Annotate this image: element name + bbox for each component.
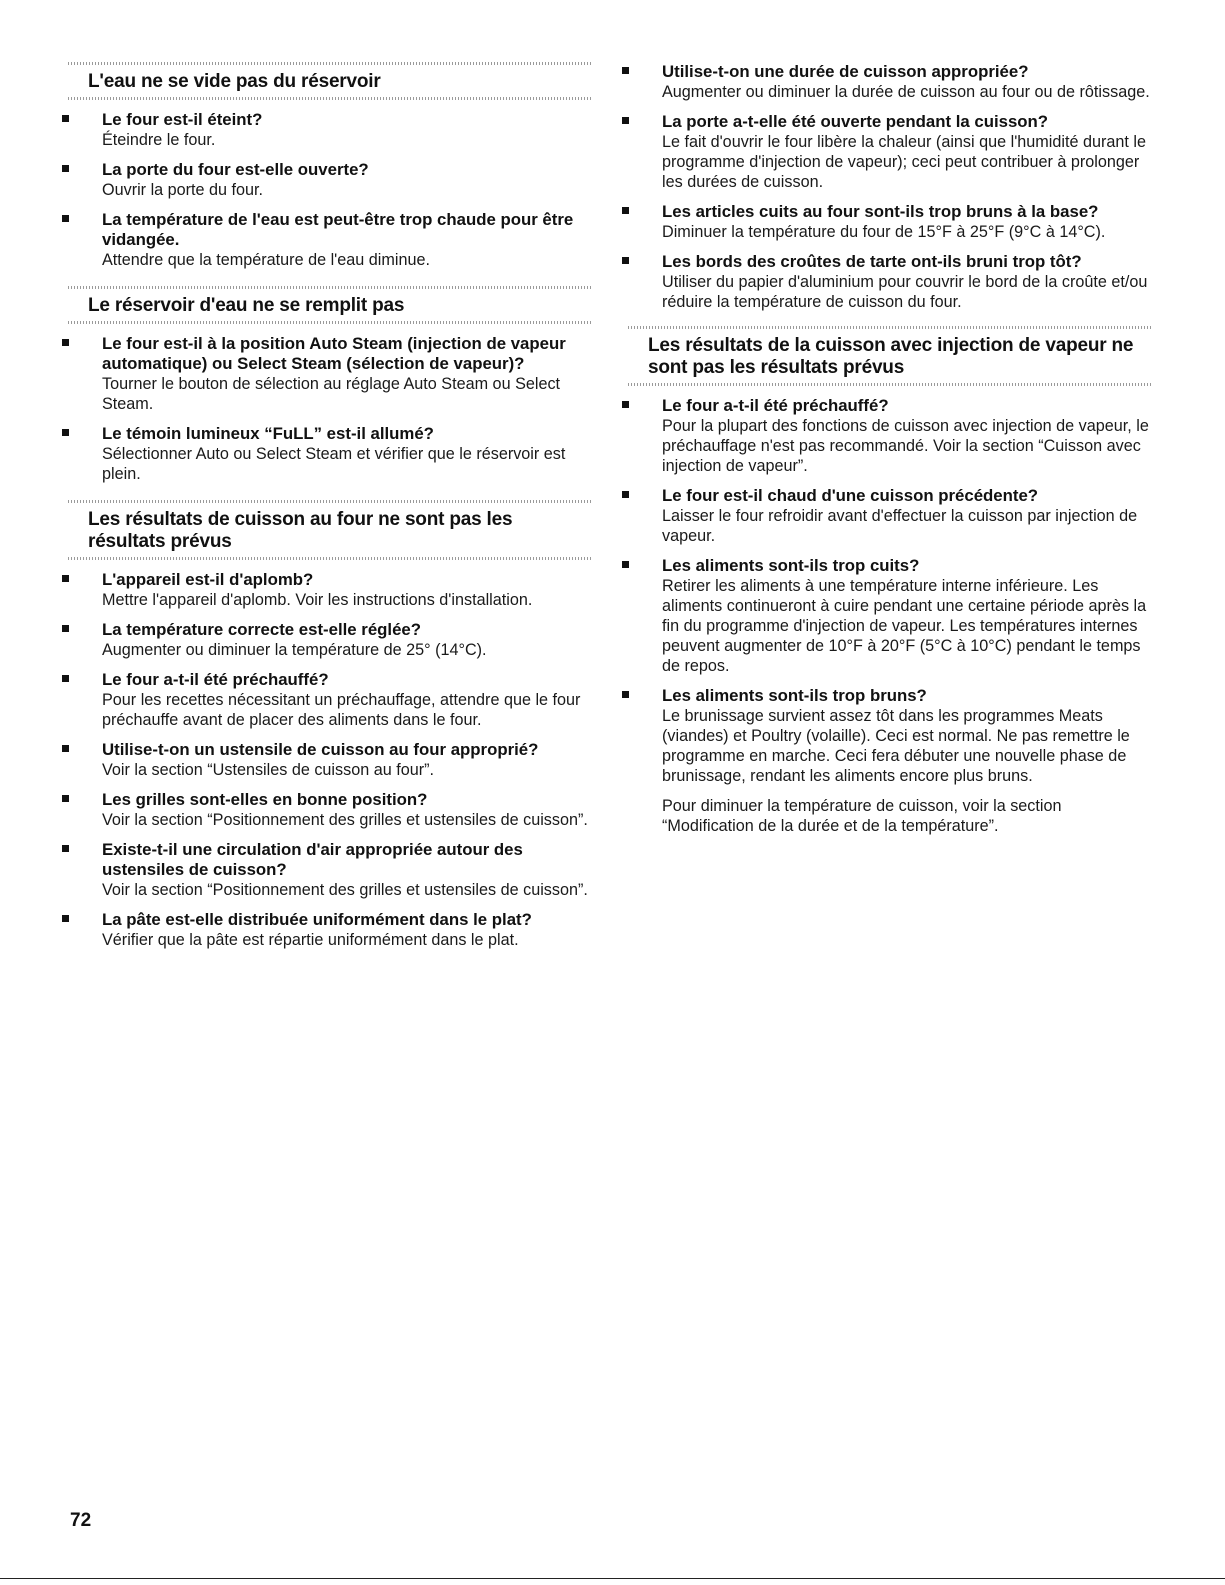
answer: Voir la section “Ustensiles de cuisson au four”. xyxy=(102,761,435,779)
square-bullet-icon xyxy=(622,401,629,408)
square-bullet-icon xyxy=(62,845,69,852)
dotted-rule xyxy=(628,383,1152,386)
answer: Attendre que la température de l'eau diminue. xyxy=(102,251,430,269)
question: Le témoin lumineux “FuLL” est-il allumé? xyxy=(102,424,434,443)
question: Les aliments sont-ils trop bruns? xyxy=(662,686,927,705)
list-item xyxy=(62,740,592,780)
question: La porte a-t-elle été ouverte pendant la cuisson? xyxy=(662,112,1049,131)
answer: Éteindre le four. xyxy=(102,131,216,149)
question: Les grilles sont-elles en bonne position? xyxy=(102,790,428,809)
section-title: L'eau ne se vide pas du réservoir xyxy=(88,71,381,92)
square-bullet-icon xyxy=(62,215,69,222)
right-column xyxy=(622,62,1152,852)
list-item xyxy=(622,686,1152,786)
question: Le four est-il chaud d'une cuisson précédente? xyxy=(662,486,1039,505)
list-item xyxy=(62,670,592,730)
answer: Augmenter ou diminuer la durée de cuisson au four ou de rôtissage. xyxy=(662,83,1150,101)
item-list xyxy=(62,110,592,270)
square-bullet-icon xyxy=(62,575,69,582)
dotted-rule xyxy=(628,326,1152,329)
question: Le four a-t-il été préchauffé? xyxy=(662,396,889,415)
answer: Vérifier que la pâte est répartie uniformément dans le plat. xyxy=(102,931,519,949)
square-bullet-icon xyxy=(622,207,629,214)
square-bullet-icon xyxy=(622,491,629,498)
square-bullet-icon xyxy=(62,115,69,122)
square-bullet-icon xyxy=(62,165,69,172)
list-item xyxy=(622,252,1152,312)
list-item xyxy=(62,334,592,414)
answer: Utiliser du papier d'aluminium pour couvrir le bord de la croûte et/ou réduire la température de cuisson du four. xyxy=(662,273,1148,311)
list-item xyxy=(622,396,1152,476)
list-item xyxy=(62,210,592,270)
answer: Le fait d'ouvrir le four libère la chaleur (ainsi que l'humidité durant le programme d'injection de vapeur); ceci peut contribuer à prolonger les durées de cuisson. xyxy=(662,133,1146,191)
square-bullet-icon xyxy=(62,429,69,436)
square-bullet-icon xyxy=(622,117,629,124)
answer: Le brunissage survient assez tôt dans les programmes Meats (viandes) et Poultry (volaille). Ceci est normal. Ne pas remettre le programme en marche. Ceci fera débuter une nouvelle phase de brunissage, rendant les aliments encore plus bruns. xyxy=(662,707,1130,785)
answer: Augmenter ou diminuer la température de 25° (14°C). xyxy=(102,641,487,659)
answer: Pour les recettes nécessitant un préchauffage, attendre que le four préchauffe avant de placer des aliments dans le four. xyxy=(102,691,581,729)
square-bullet-icon xyxy=(62,795,69,802)
closing-paragraph: Pour diminuer la température de cuisson, voir la section “Modification de la durée et de la température”. xyxy=(662,797,1062,835)
square-bullet-icon xyxy=(62,675,69,682)
question: Les aliments sont-ils trop cuits? xyxy=(662,556,920,575)
question: Le four a-t-il été préchauffé? xyxy=(102,670,329,689)
section-header xyxy=(622,326,1152,386)
dotted-rule xyxy=(68,557,592,560)
question: Les articles cuits au four sont-ils trop bruns à la base? xyxy=(662,202,1099,221)
question: Les bords des croûtes de tarte ont-ils bruni trop tôt? xyxy=(662,252,1082,271)
question: La température de l'eau est peut-être trop chaude pour être vidangée. xyxy=(102,210,574,249)
question: Utilise-t-on une durée de cuisson appropriée? xyxy=(662,62,1029,81)
list-item xyxy=(622,62,1152,102)
answer: Ouvrir la porte du four. xyxy=(102,181,264,199)
square-bullet-icon xyxy=(622,257,629,264)
dotted-rule xyxy=(68,286,592,289)
list-item xyxy=(622,112,1152,192)
section-water-not-draining xyxy=(62,62,592,270)
section-header xyxy=(62,62,592,100)
list-item xyxy=(62,620,592,660)
section-steam-results xyxy=(622,326,1152,836)
square-bullet-icon xyxy=(622,691,629,698)
answer: Laisser le four refroidir avant d'effectuer la cuisson par injection de vapeur. xyxy=(662,507,1138,545)
question: Existe-t-il une circulation d'air appropriée autour des ustensiles de cuisson? xyxy=(102,840,523,879)
answer: Voir la section “Positionnement des grilles et ustensiles de cuisson”. xyxy=(102,881,588,899)
page-bottom-rule xyxy=(0,1578,1225,1579)
list-item xyxy=(62,160,592,200)
dotted-rule xyxy=(68,500,592,503)
square-bullet-icon xyxy=(62,625,69,632)
square-bullet-icon xyxy=(62,745,69,752)
answer: Sélectionner Auto ou Select Steam et vérifier que le réservoir est plein. xyxy=(102,445,566,483)
item-list xyxy=(62,570,592,950)
left-column xyxy=(62,62,592,966)
section-title: Les résultats de la cuisson avec injection de vapeur ne sont pas les résultats prévus xyxy=(648,335,1134,378)
item-list xyxy=(62,334,592,484)
list-item xyxy=(62,840,592,900)
square-bullet-icon xyxy=(62,339,69,346)
question: La température correcte est-elle réglée? xyxy=(102,620,421,639)
answer: Tourner le bouton de sélection au réglage Auto Steam ou Select Steam. xyxy=(102,375,561,413)
list-item xyxy=(62,790,592,830)
square-bullet-icon xyxy=(622,561,629,568)
question: Le four est-il à la position Auto Steam (injection de vapeur automatique) ou Select Steam (sélection de vapeur)? xyxy=(102,334,566,373)
answer: Retirer les aliments à une température interne inférieure. Les aliments continueront à cuire pendant une certaine période après la fin du programme d'injection de vapeur. Les températures internes peuvent augmenter de 10°F à 20°F (5°C à 10°C) pendant le temps de repos. xyxy=(662,577,1147,675)
answer: Pour la plupart des fonctions de cuisson avec injection de vapeur, le préchauffage n'est pas recommandé. Voir la section “Cuisson avec injection de vapeur”. xyxy=(662,417,1149,475)
list-item xyxy=(622,486,1152,546)
item-list xyxy=(622,62,1152,312)
section-title: Les résultats de cuisson au four ne sont pas les résultats prévus xyxy=(88,509,513,552)
list-item xyxy=(62,110,592,150)
list-item xyxy=(62,570,592,610)
answer: Mettre l'appareil d'aplomb. Voir les instructions d'installation. xyxy=(102,591,533,609)
question: La pâte est-elle distribuée uniformément dans le plat? xyxy=(102,910,532,929)
section-header xyxy=(62,500,592,560)
section-tank-not-filling xyxy=(62,286,592,484)
question: Utilise-t-on un ustensile de cuisson au four approprié? xyxy=(102,740,539,759)
list-item xyxy=(62,424,592,484)
list-item xyxy=(62,910,592,950)
question: L'appareil est-il d'aplomb? xyxy=(102,570,314,589)
item-list xyxy=(622,396,1152,786)
answer: Voir la section “Positionnement des grilles et ustensiles de cuisson”. xyxy=(102,811,588,829)
dotted-rule xyxy=(68,97,592,100)
section-baking-results xyxy=(62,500,592,950)
dotted-rule xyxy=(68,321,592,324)
list-item xyxy=(622,556,1152,676)
section-title: Le réservoir d'eau ne se remplit pas xyxy=(88,295,405,316)
answer: Diminuer la température du four de 15°F à 25°F (9°C à 14°C). xyxy=(662,223,1106,241)
square-bullet-icon xyxy=(62,915,69,922)
square-bullet-icon xyxy=(622,67,629,74)
question: La porte du four est-elle ouverte? xyxy=(102,160,369,179)
list-item xyxy=(622,202,1152,242)
section-header xyxy=(62,286,592,324)
page-number: 72 xyxy=(70,1510,92,1531)
question: Le four est-il éteint? xyxy=(102,110,263,129)
dotted-rule xyxy=(68,62,592,65)
